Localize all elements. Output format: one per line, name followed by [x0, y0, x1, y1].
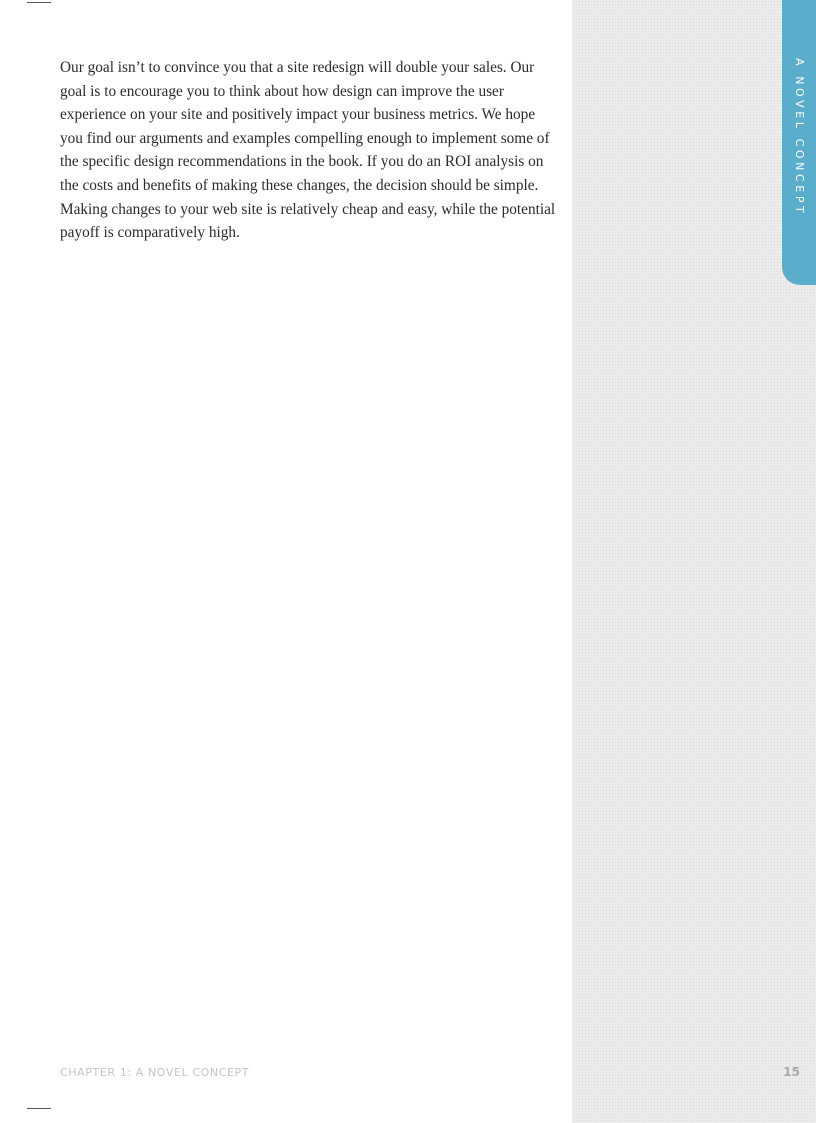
outer-margin-band	[572, 0, 816, 1123]
crop-mark-top	[27, 2, 51, 3]
crop-mark-bottom	[27, 1108, 51, 1109]
running-footer: CHAPTER 1: A NOVEL CONCEPT	[60, 1066, 250, 1079]
body-paragraph: Our goal isn’t to convince you that a site redesign will double your sales. Our goal is to encourage you to think about how design can improve the user experience on your site and positively impact your business metrics. We hope you find our arguments and examples compelling enough to implement some of the specific design recommendations in the book. If you do an ROI analysis on the costs and benefits of making these changes, the decision should be simple. Making changes to your web site is relatively cheap and easy, while the potential payoff is comparatively high.	[60, 59, 556, 242]
chapter-tab-label: A NOVEL CONCEPT	[793, 58, 806, 217]
page-number: 15	[783, 1065, 800, 1079]
